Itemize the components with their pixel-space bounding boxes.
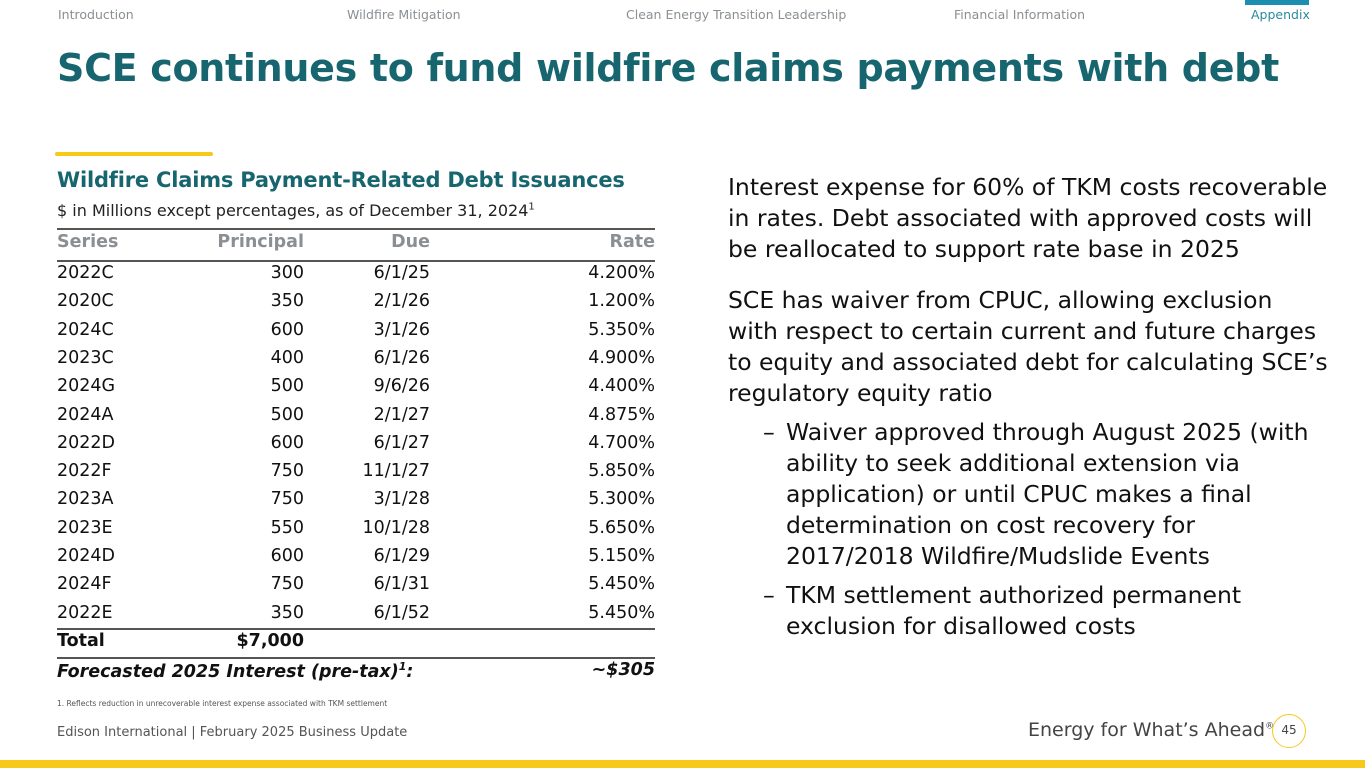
cell-due: 2/1/26 — [373, 291, 430, 312]
cell-due: 6/1/26 — [373, 347, 430, 368]
table-row — [57, 461, 655, 489]
cell-principal: 350 — [270, 602, 304, 623]
cell-due: 11/1/27 — [362, 461, 430, 482]
table-row — [57, 574, 655, 602]
cell-rate: 4.875% — [588, 404, 655, 425]
footer-text: Edison International | February 2025 Business Update — [57, 725, 408, 740]
cell-series: 2024C — [57, 319, 114, 340]
bullet-text: Waiver approved through August 2025 (with ability to seek additional extension via application) or until CPUC makes a final determination on cost recovery for 2017/2018 Wildfire/Mudslide Events — [786, 418, 1309, 570]
table-row — [57, 433, 655, 461]
cell-principal: 600 — [270, 319, 304, 340]
header-due: Due — [391, 232, 430, 252]
cell-rate: 5.450% — [588, 602, 655, 623]
nav-wildfire-mitigation[interactable]: Wildfire Mitigation — [347, 7, 461, 22]
cell-principal: 350 — [270, 291, 304, 312]
cell-principal: 300 — [270, 263, 304, 283]
forecast-label-text: Forecasted 2025 Interest (pre-tax) — [57, 661, 399, 682]
cell-due: 9/6/26 — [373, 376, 430, 397]
tagline-text: Energy for What’s Ahead — [1028, 719, 1266, 741]
bullet-tkm-settlement — [728, 580, 1328, 642]
cell-due: 6/1/52 — [373, 602, 430, 623]
table-row — [57, 518, 655, 546]
nav-active-indicator — [1245, 0, 1309, 5]
cell-due: 10/1/28 — [362, 517, 430, 538]
table-subtitle-footnote-mark: 1 — [528, 201, 535, 213]
registered-mark: ® — [1265, 721, 1275, 732]
table-top-rule — [57, 228, 655, 230]
table-row — [57, 263, 655, 291]
cell-series: 2022C — [57, 263, 114, 283]
forecast-footnote-mark: 1 — [398, 660, 407, 673]
header-series: Series — [57, 232, 119, 252]
table-total-rule — [57, 628, 655, 630]
nav-clean-energy[interactable]: Clean Energy Transition Leadership — [626, 7, 847, 22]
cell-principal: 500 — [270, 404, 304, 425]
nav-financial-information[interactable]: Financial Information — [954, 7, 1086, 22]
table-row — [57, 348, 655, 376]
cell-rate: 5.350% — [588, 319, 655, 340]
table-total-row — [57, 631, 655, 659]
top-navigation — [0, 0, 1365, 30]
cell-rate: 4.200% — [588, 263, 655, 283]
bullet-text: TKM settlement authorized permanent exclusion for disallowed costs — [786, 581, 1242, 640]
table-forecast-rule — [57, 657, 655, 659]
paragraph-cpuc-waiver: SCE has waiver from CPUC, allowing exclusion with respect to certain current and future charges to equity and associated debt for calculating SCE’s regulatory equity ratio — [728, 286, 1328, 407]
cell-principal: 750 — [270, 574, 304, 595]
cell-rate: 4.700% — [588, 432, 655, 453]
cell-rate: 4.900% — [588, 347, 655, 368]
table-subtitle-text: $ in Millions except percentages, as of December 31, 2024 — [57, 201, 529, 220]
cell-series: 2024G — [57, 376, 116, 397]
cell-due: 3/1/26 — [373, 319, 430, 340]
bottom-accent-bar — [0, 760, 1365, 768]
cell-rate: 5.150% — [588, 546, 655, 566]
cell-rate: 5.450% — [588, 574, 655, 595]
accent-bar — [55, 152, 213, 156]
cell-due: 6/1/27 — [373, 432, 430, 453]
total-value: $7,000 — [236, 631, 304, 651]
cell-series: 2024F — [57, 574, 112, 595]
forecast-row — [57, 660, 655, 688]
cell-rate: 5.850% — [588, 461, 655, 482]
table-row — [57, 603, 655, 631]
tagline — [1028, 719, 1274, 741]
commentary — [728, 172, 1328, 642]
cell-rate: 4.400% — [588, 376, 655, 397]
cell-due: 2/1/27 — [373, 404, 430, 425]
footnote: 1. Reflects reduction in unrecoverable interest expense associated with TKM settlement — [57, 699, 388, 708]
paragraph-interest-expense: Interest expense for 60% of TKM costs recoverable in rates. Debt associated with approved costs will be reallocated to support rate base in 2025 — [728, 173, 1328, 263]
cell-series: 2022F — [57, 461, 112, 482]
table-row — [57, 320, 655, 348]
nav-introduction[interactable]: Introduction — [58, 7, 134, 22]
nav-appendix[interactable]: Appendix — [1251, 7, 1310, 22]
table-title: Wildfire Claims Payment-Related Debt Issuances — [57, 168, 625, 192]
cell-rate: 5.650% — [588, 517, 655, 538]
cell-series: 2024A — [57, 404, 114, 425]
header-rate: Rate — [609, 232, 655, 252]
cell-rate: 5.300% — [588, 489, 655, 510]
table-row — [57, 405, 655, 433]
cell-principal: 750 — [270, 489, 304, 510]
bullet-waiver-approved — [728, 417, 1328, 572]
table-row — [57, 291, 655, 319]
cell-due: 6/1/29 — [373, 546, 430, 566]
cell-series: 2023A — [57, 489, 114, 510]
page-title: SCE continues to fund wildfire claims payments with debt — [57, 46, 1279, 90]
table-header-rule — [57, 260, 655, 262]
page-number: 45 — [1272, 714, 1306, 748]
cell-series: 2023E — [57, 517, 113, 538]
cell-due: 6/1/31 — [373, 574, 430, 595]
table-row — [57, 546, 655, 574]
bullet-dash: – — [763, 581, 775, 609]
cell-series: 2022E — [57, 602, 113, 623]
cell-principal: 600 — [270, 546, 304, 566]
table-row — [57, 376, 655, 404]
table-header-row — [57, 232, 655, 260]
cell-due: 6/1/25 — [373, 263, 430, 283]
cell-principal: 750 — [270, 461, 304, 482]
cell-principal: 500 — [270, 376, 304, 397]
total-label: Total — [57, 631, 105, 651]
header-principal: Principal — [217, 232, 304, 252]
table-row — [57, 489, 655, 517]
cell-series: 2023C — [57, 347, 114, 368]
forecast-label — [57, 660, 413, 682]
cell-due: 3/1/28 — [373, 489, 430, 510]
cell-principal: 600 — [270, 432, 304, 453]
cell-series: 2022D — [57, 432, 116, 453]
forecast-value: ~$305 — [591, 660, 655, 680]
forecast-label-suffix: : — [406, 661, 414, 682]
table-subtitle — [57, 201, 535, 220]
bullet-dash: – — [763, 418, 775, 446]
cell-principal: 400 — [270, 347, 304, 368]
cell-series: 2020C — [57, 291, 114, 312]
cell-principal: 550 — [270, 517, 304, 538]
cell-series: 2024D — [57, 546, 116, 566]
cell-rate: 1.200% — [588, 291, 655, 312]
